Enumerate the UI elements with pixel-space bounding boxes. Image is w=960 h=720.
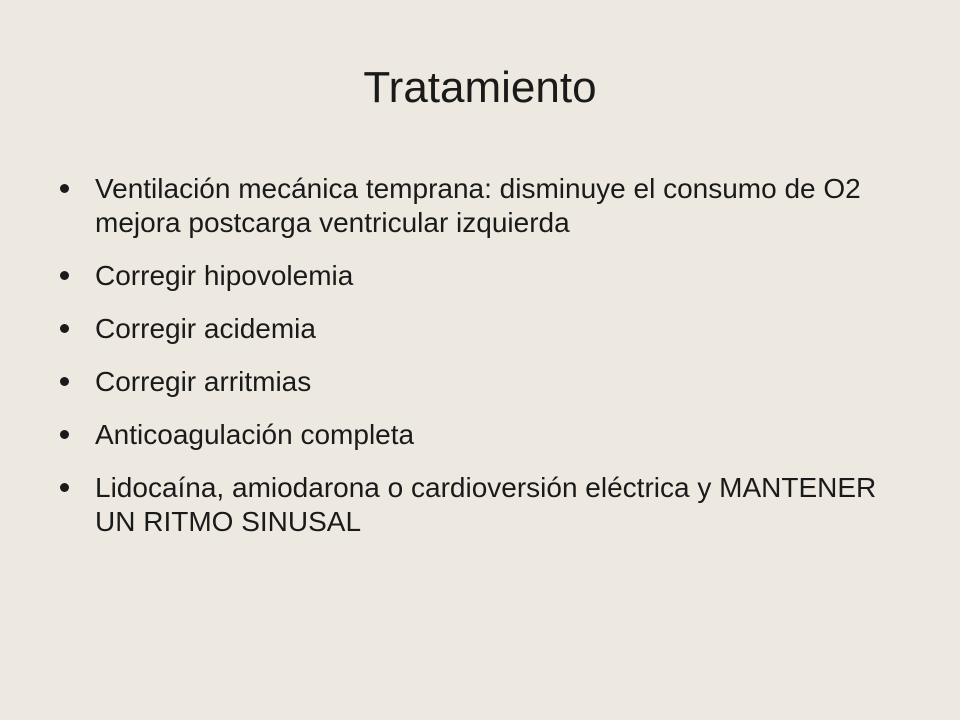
slide-title: Tratamiento bbox=[363, 63, 597, 112]
bullet-text: Ventilación mecánica temprana: disminuye el consumo de O2 mejora postcarga ventricular izquierda bbox=[95, 173, 861, 238]
bullet-icon bbox=[60, 483, 69, 492]
bullet-text: Anticoagulación completa bbox=[95, 419, 415, 450]
list-item bbox=[60, 365, 910, 399]
list-item bbox=[60, 312, 910, 346]
bullet-icon bbox=[60, 184, 69, 193]
bullet-list bbox=[60, 172, 910, 558]
list-item bbox=[60, 259, 910, 293]
bullet-icon bbox=[60, 271, 69, 280]
bullet-text: Corregir arritmias bbox=[95, 366, 312, 397]
bullet-icon bbox=[60, 430, 69, 439]
bullet-text: Corregir acidemia bbox=[95, 313, 316, 344]
bullet-text: Corregir hipovolemia bbox=[95, 260, 354, 291]
list-item bbox=[60, 172, 910, 240]
bullet-icon bbox=[60, 324, 69, 333]
bullet-text: Lidocaína, amiodarona o cardioversión eléctrica y MANTENER UN RITMO SINUSAL bbox=[95, 472, 877, 537]
list-item bbox=[60, 418, 910, 452]
list-item bbox=[60, 471, 910, 539]
bullet-icon bbox=[60, 377, 69, 386]
